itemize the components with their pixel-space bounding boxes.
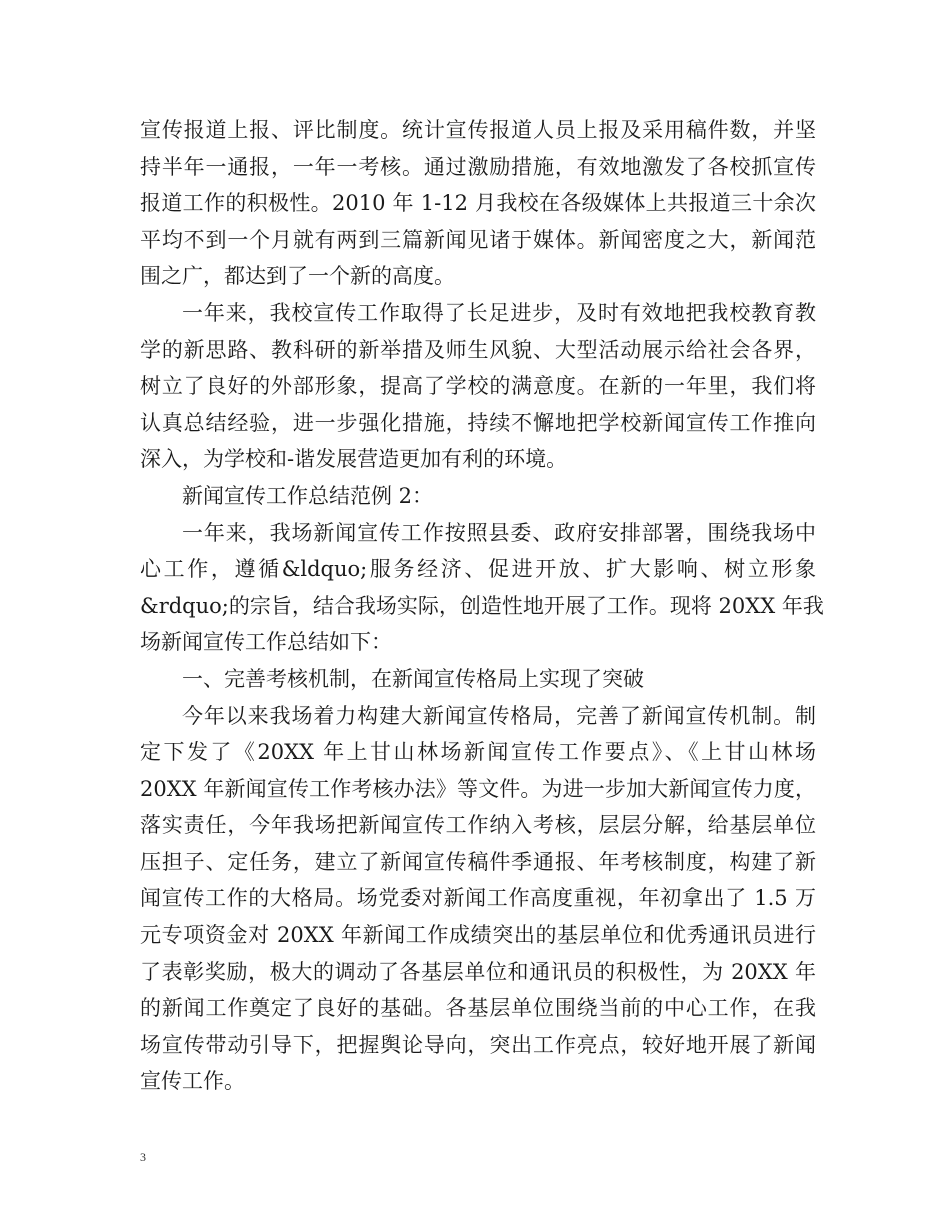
text-line: 一年来，我校宣传工作取得了长足进步，及时有效地把我校教育教 [182, 300, 816, 325]
text-line: 定下发了《20XX 年上甘山林场新闻宣传工作要点》、《上甘山林场 [140, 740, 816, 765]
text-line: 深入，为学校和-谐发展营造更加有利的环境。 [140, 447, 568, 472]
text-line: 一、完善考核机制，在新闻宣传格局上实现了突破 [182, 666, 644, 691]
text-line: 的新闻工作奠定了良好的基础。各基层单位围绕当前的中心工作，在我 [140, 996, 816, 1021]
text-line: 场新闻宣传工作总结如下： [140, 630, 392, 655]
document-body [140, 112, 824, 1100]
text-line: 围之广，都达到了一个新的高度。 [140, 264, 455, 289]
text-line: 认真总结经验，进一步强化措施，持续不懈地把学校新闻宣传工作推向 [140, 410, 816, 435]
text-line: 持半年一通报，一年一考核。通过激励措施，有效地激发了各校抓宣传 [140, 154, 816, 179]
text-line: 学的新思路、教科研的新举措及师生风貌、大型活动展示给社会各界， [140, 337, 816, 362]
text-line: 树立了良好的外部形象，提高了学校的满意度。在新的一年里，我们将 [140, 374, 816, 399]
text-line: 落实责任，今年我场把新闻宣传工作纳入考核，层层分解，给基层单位 [140, 813, 816, 838]
text-line: 压担子、定任务，建立了新闻宣传稿件季通报、年考核制度，构建了新 [140, 849, 816, 874]
text-line: 元专项资金对 20XX 年新闻工作成绩突出的基层单位和优秀通讯员进行 [140, 923, 816, 948]
text-line: 宣传工作。 [140, 1069, 245, 1094]
text-line: 平均不到一个月就有两到三篇新闻见诸于媒体。新闻密度之大，新闻范 [140, 227, 816, 252]
text-line: 今年以来我场着力构建大新闻宣传格局，完善了新闻宣传机制。制 [182, 703, 816, 728]
text-line: 了表彰奖励，极大的调动了各基层单位和通讯员的积极性，为 20XX 年 [140, 959, 816, 984]
text-line: 心工作，遵循&ldquo;服务经济、促进开放、扩大影响、树立形象 [140, 557, 816, 582]
text-line: &rdquo;的宗旨，结合我场实际，创造性地开展了工作。现将 20XX 年我 [140, 593, 824, 618]
text-line: 新闻宣传工作总结范例 2： [182, 483, 434, 508]
text-line: 一年来，我场新闻宣传工作按照县委、政府安排部署，围绕我场中 [182, 520, 816, 545]
text-line: 场宣传带动引导下，把握舆论导向，突出工作亮点，较好地开展了新闻 [140, 1032, 816, 1057]
text-line: 20XX 年新闻宣传工作考核办法》等文件。为进一步加大新闻宣传力度， [140, 776, 816, 801]
page-number: 3 [140, 1150, 146, 1164]
text-line: 闻宣传工作的大格局。场党委对新闻工作高度重视，年初拿出了 1.5 万 [140, 886, 816, 911]
text-line: 报道工作的积极性。2010 年 1-12 月我校在各级媒体上共报道三十余次 [140, 191, 816, 216]
text-line: 宣传报道上报、评比制度。统计宣传报道人员上报及采用稿件数，并坚 [140, 118, 816, 142]
